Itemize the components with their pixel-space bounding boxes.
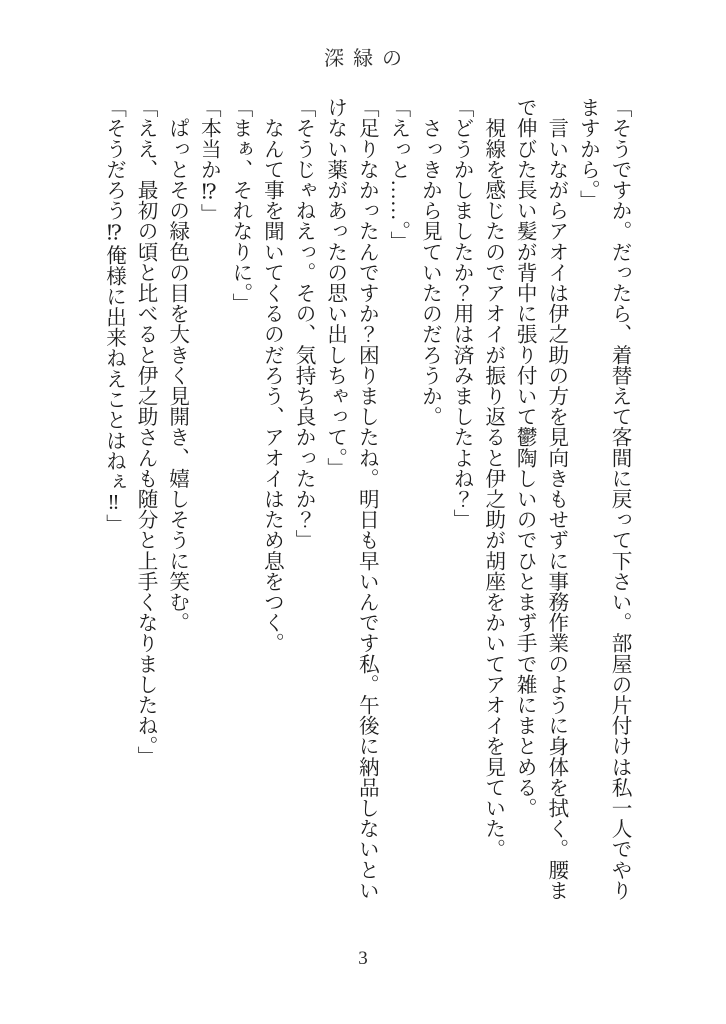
paragraph-narrative: 言いながらアオイは伊之助の方を見向きもせずに事務作業のように身体を拭く。腰まで伸びた長い髪が背中に張り付いて鬱陶しいのでひとまず手で雑にまとめる。 <box>513 97 567 901</box>
paragraph-dialogue: 「そうですか。だったら、着替えて客間に戻って下さい。部屋の片付けは私一人でやりますから。」 <box>576 97 630 901</box>
paragraph-dialogue: 「どうかしましたか？用は済みましたよね？」 <box>450 97 473 530</box>
paragraph-dialogue: 「そうだろう⁉俺様に出来ねえことはねぇ‼」 <box>102 97 125 535</box>
paragraph-narrative: さっきから見ていたのだろうか。 <box>418 97 441 427</box>
paragraph-dialogue: 「まぁ、それなりに。」 <box>228 97 251 314</box>
running-header-title: 深緑の <box>324 48 411 70</box>
paragraph-dialogue: 「本当か⁉」 <box>197 97 220 224</box>
paragraph-dialogue: 「足りなかったんですか？困りましたね。明日も早いんです私。午後に納品しないといけない薬があったの思い出しちゃって。」 <box>323 97 378 901</box>
text-block <box>97 97 634 905</box>
paragraph-narrative: ぱっとその緑色の目を大きく見開き、嬉しそうに笑む。 <box>165 97 188 633</box>
paragraph-dialogue: 「えっと……。」 <box>386 97 409 252</box>
paragraph-dialogue: 「そうじゃねえっ。その、気持ち良かったか？」 <box>292 97 315 551</box>
paragraph-dialogue: 「ええ、最初の頃と比べると伊之助さんも随分と上手くなりましたね。」 <box>134 97 157 767</box>
paragraph-narrative: 視線を感じたのでアオイが振り返ると伊之助が胡座をかいてアオイを見ていた。 <box>481 97 504 860</box>
paragraph-narrative: なんて事を聞いてくるのだろう、アオイはため息をつく。 <box>260 97 283 654</box>
page-number: 3 <box>358 948 368 969</box>
